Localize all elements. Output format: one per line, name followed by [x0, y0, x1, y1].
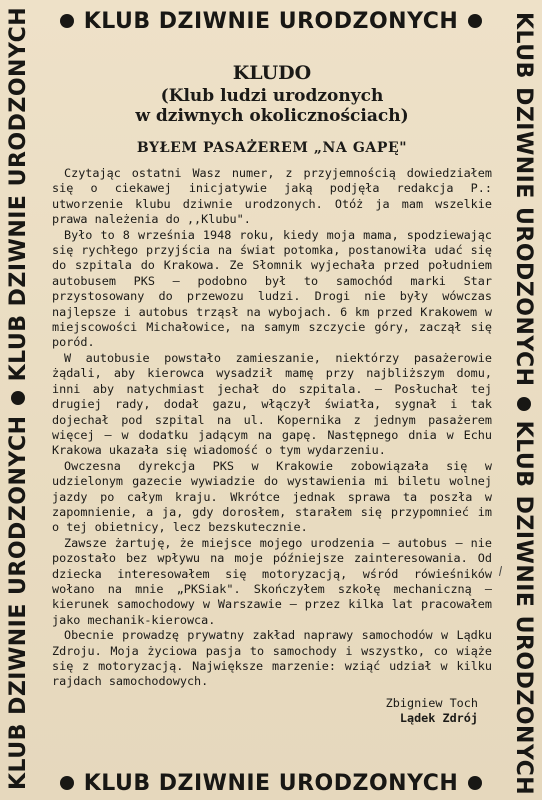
signature-place: Lądek Zdrój	[399, 710, 478, 725]
border-top	[0, 6, 542, 36]
border-top-text: KLUB DZIWNIE URODZONYCH	[83, 8, 459, 34]
paragraph: Zawsze żartuję, że miejsce mojego urodzenia — autobus — nie pozostało bez wpływu na moje późniejsze zainteresowania. Od dziecka interesowałem się motoryzacją, wśród rówieśników wołano na mnie „PKSiak". Skończyłem szkołę mechaniczną — kierunek samochodowy w Warszawie — przez kilka lat pracowałem jako mechanik-kierowca.	[52, 535, 492, 627]
article-title: KLUDO	[232, 62, 312, 84]
paragraph: Czytając ostatni Wasz numer, z przyjemnością dowiedziałem się o ciekawej inicjatywie jaką podjęła redakcja P.: utworzenie klubu dziwnie urodzonych. Otóż ja mam wszelkie prawa należenia do ,,Klubu".	[52, 166, 492, 227]
bullet-dot-icon	[60, 776, 74, 790]
border-left-text-1: KLUB DZIWNIE URODZONYCH	[5, 415, 31, 790]
article-headline: BYŁEM PASAŻEREM „NA GAPĘ"	[136, 140, 408, 156]
bullet-dot-icon	[468, 14, 482, 28]
border-bottom-text: KLUB DZIWNIE URODZONYCH	[83, 770, 459, 796]
border-left-text-2: KLUB DZIWNIE URODZONYCH	[5, 6, 31, 382]
paragraph: Owczesna dyrekcja PKS w Krakowie zobowiązała się w udzielonym gazecie wywiadzie do wystawienia mi biletu wolnej jazdy po całym kraju. Wkrótce jednak sprawa ta poszła w zapomnienie, a ja, gdy dorosłem, starałem się przypomnieć im o tej obietnicy, lecz bezskutecznie.	[52, 458, 492, 535]
bullet-dot-icon	[60, 14, 74, 28]
article-subtitle-line-2: w dziwnych okolicznościach)	[135, 106, 409, 126]
article-body	[52, 166, 492, 690]
bullet-dot-icon	[517, 397, 531, 411]
border-bottom	[0, 768, 542, 798]
article-subtitle-line-1: (Klub ludzi urodzonych	[160, 86, 384, 106]
article-subtitle	[52, 86, 492, 126]
border-left	[3, 6, 33, 790]
border-right-text-1: KLUB DZIWNIE URODZONYCH	[511, 12, 537, 387]
border-right-text-2: KLUB DZIWNIE URODZONYCH	[511, 420, 537, 796]
bullet-dot-icon	[11, 391, 25, 405]
border-right	[509, 12, 539, 796]
paragraph: Było to 8 września 1948 roku, kiedy moja mama, spodziewając się rychłego przyjścia na świat potomka, postanowiła udać się do szpitala do Krakowa. Ze Słomnik wyjechała przed południem autobusem PKS — podobno był to samochód marki Star przystosowany do przewozu ludzi. Drogi nie były wówczas najlepsze i autobus trząsł na wybojach. 6 km przed Krakowem w miejscowości Michałowice, na samym szczycie góry, zaczął się poród.	[52, 227, 492, 350]
bullet-dot-icon	[468, 776, 482, 790]
paragraph: W autobusie powstało zamieszanie, niektórzy pasażerowie żądali, aby kierowca wysadził mamę przy najbliższym domu, inni aby natychmiast jechał do szpitala. — Posłuchał tej drugiej rady, dodał gazu, włączył światła, sygnał i tak dojechał pod szpital na ul. Kopernika z jednym pasażerem więcej — w dodatku jadącym na gapę. Następnego dnia w Echu Krakowa ukazała się wiadomość o tym wydarzeniu.	[52, 350, 492, 458]
signature-name: Zbigniew Toch	[385, 695, 478, 710]
print-mark	[499, 566, 502, 576]
paragraph: Obecnie prowadzę prywatny zakład naprawy samochodów w Lądku Zdroju. Moja życiowa pasja to samochody i wszystko, co wiąże się z motoryzacją. Największe marzenie: wziąć udział w kilku rajdach samochodowych.	[52, 628, 492, 689]
article	[52, 62, 492, 726]
signature	[52, 696, 492, 726]
